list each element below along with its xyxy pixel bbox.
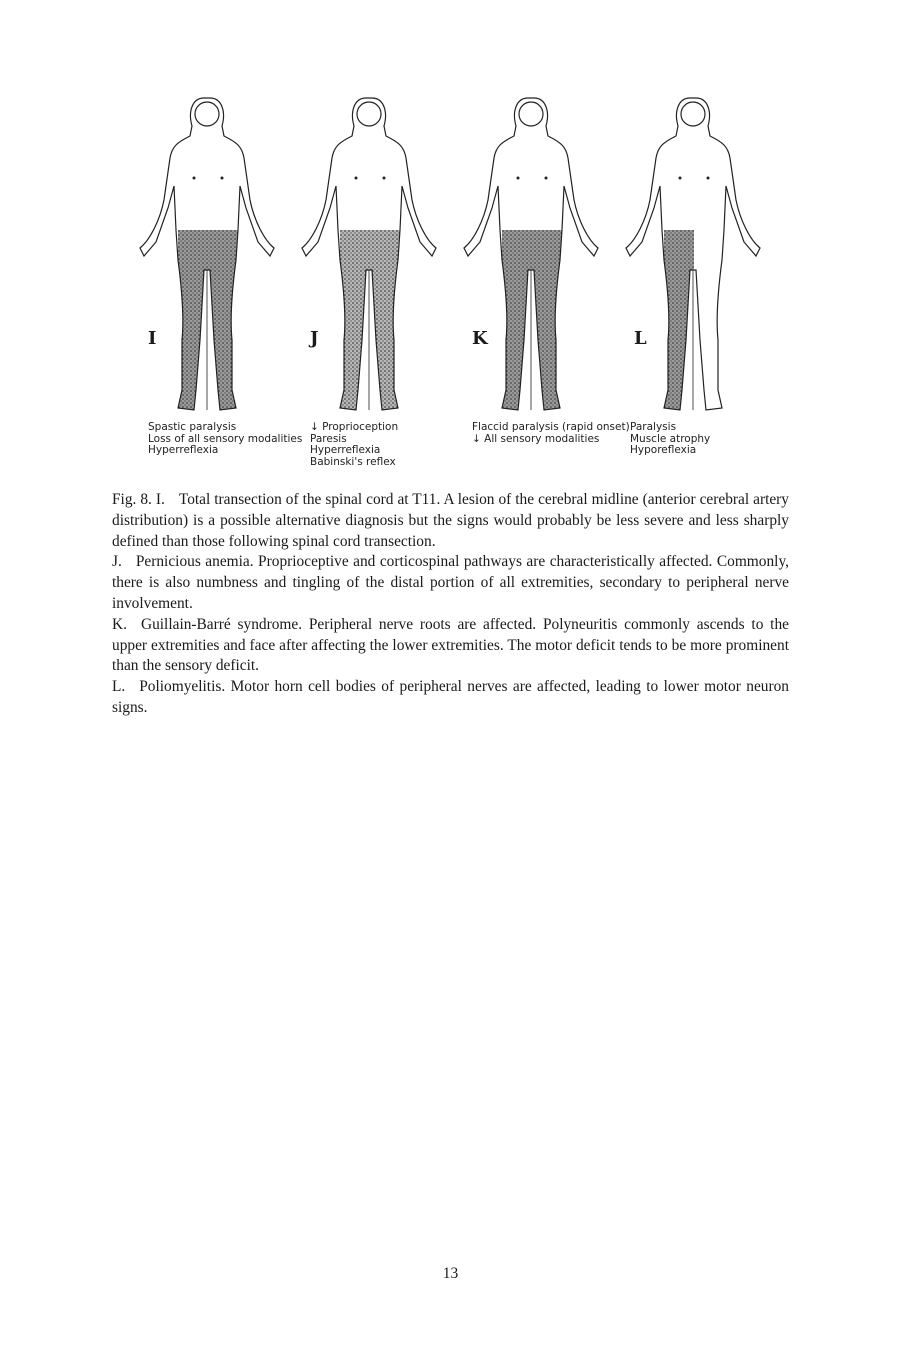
- nipple-mark: [193, 177, 196, 180]
- nipple-mark: [545, 177, 548, 180]
- panel-letter: J: [310, 328, 319, 349]
- panel-signs: [630, 422, 710, 457]
- figure-panel-l: [616, 90, 776, 470]
- body-outline-drawing: [292, 90, 452, 420]
- nipple-mark: [221, 177, 224, 180]
- head-outline: [681, 102, 705, 126]
- sign-line: Loss of all sensory modalities: [148, 432, 303, 445]
- sign-line: Hyporeflexia: [630, 444, 697, 456]
- figure-panel-i: [130, 90, 303, 470]
- panel-letter: K: [472, 328, 488, 349]
- caption-lead: J.: [112, 553, 122, 571]
- figure-caption: [112, 490, 789, 719]
- caption-lead: L.: [112, 678, 126, 696]
- page-number: 13: [442, 1265, 459, 1282]
- head-outline: [357, 102, 381, 126]
- nipple-mark: [517, 177, 520, 180]
- sign-line: Hyperreflexia: [148, 444, 219, 456]
- nipple-mark: [707, 177, 710, 180]
- sign-line: Hyperreflexia: [310, 444, 381, 456]
- body-outline-drawing: [454, 90, 614, 420]
- panel-signs: [472, 422, 630, 445]
- body-outline-drawing: [130, 90, 290, 420]
- body-outline-drawing: [616, 90, 776, 420]
- sign-line: Spastic paralysis: [148, 421, 237, 433]
- caption-text: Guillain-Barré syndrome. Peripheral nerve roots are affected. Polyneuritis commonly ascends to the upper extremities and face after affecting the lower extremities. The motor deficit tends to be more prominent than the sensory deficit.: [112, 615, 789, 675]
- head-outline: [519, 102, 543, 126]
- caption-text: Pernicious anemia. Proprioceptive and corticospinal pathways are characteristically affected. Commonly, there is also numbness and tingling of the distal portion of all extremities, secondary to peripheral nerve involvement.: [112, 553, 789, 612]
- panel-signs: [310, 422, 398, 468]
- lesion-shading: [340, 230, 400, 410]
- panel-letter: L: [634, 328, 647, 349]
- caption-paragraph: [112, 552, 789, 614]
- lesion-shading: [502, 230, 562, 410]
- sign-line: ↓ All sensory modalities: [472, 432, 600, 445]
- head-outline: [195, 102, 219, 126]
- sign-line: Babinski's reflex: [310, 455, 396, 468]
- lesion-shading: [178, 230, 238, 410]
- caption-paragraph: [112, 490, 789, 552]
- sign-line: Muscle atrophy: [630, 432, 711, 445]
- panel-signs: [148, 422, 302, 457]
- sign-line: ↓ Proprioception: [310, 421, 399, 433]
- figure-panel-j: [292, 90, 452, 470]
- caption-paragraph: [112, 615, 789, 677]
- caption-text: Poliomyelitis. Motor horn cell bodies of peripheral nerves are affected, leading to lower motor neuron signs.: [112, 678, 789, 716]
- caption-paragraph: [112, 677, 789, 719]
- caption-lead: Fig. 8. I.: [112, 491, 165, 508]
- sign-line: Paresis: [310, 432, 347, 445]
- panel-letter: I: [148, 328, 157, 349]
- body-diagram-figure: [130, 90, 790, 470]
- sign-line: Flaccid paralysis (rapid onset): [472, 421, 630, 433]
- nipple-mark: [383, 177, 386, 180]
- caption-text: Total transection of the spinal cord at T11. A lesion of the cerebral midline (anterior cerebral artery distribution) is a possible alternative diagnosis but the signs would probably be less severe and less sharply defined than those following spinal cord transection.: [112, 491, 789, 550]
- figure-panel-k: [454, 90, 630, 470]
- nipple-mark: [355, 177, 358, 180]
- caption-lead: K.: [112, 615, 127, 633]
- sign-line: Paralysis: [630, 421, 677, 433]
- nipple-mark: [679, 177, 682, 180]
